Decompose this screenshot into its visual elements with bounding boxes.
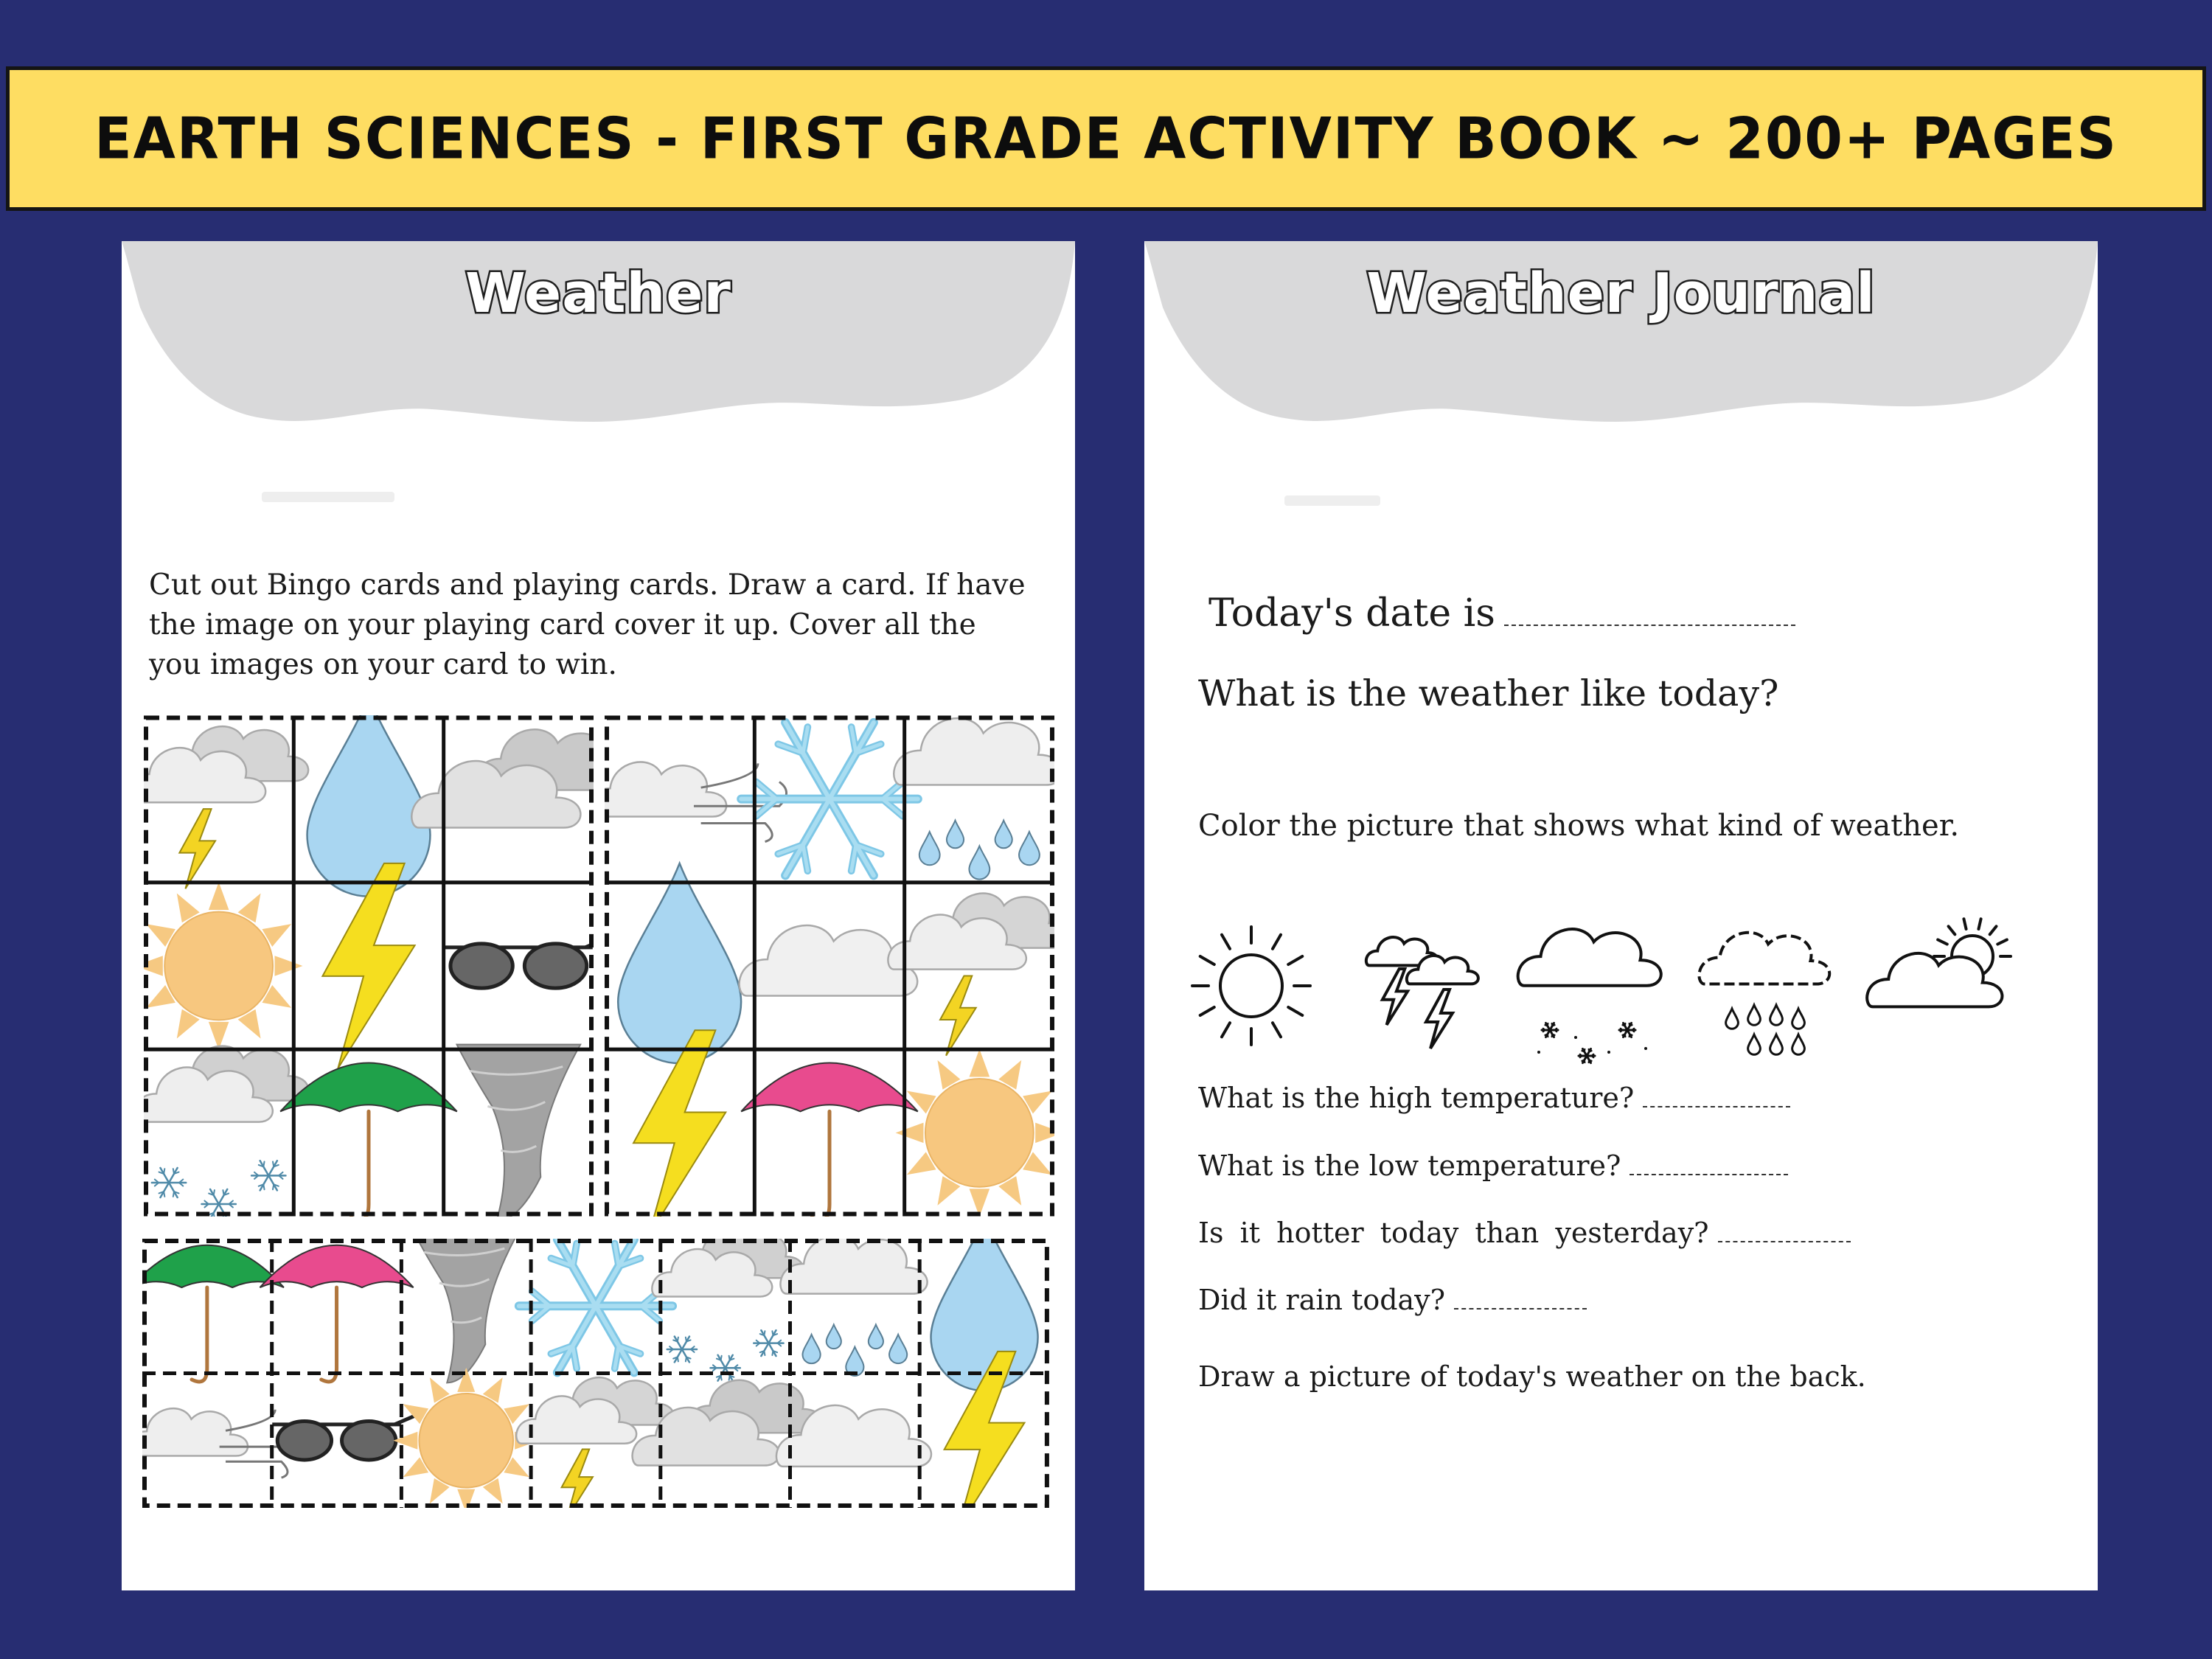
lightning-icon[interactable] [633, 1030, 726, 1217]
lightning-icon[interactable] [322, 863, 414, 1068]
playing-cards[interactable] [142, 1239, 1049, 1508]
tornado-icon[interactable] [456, 1045, 580, 1217]
raindrop-icon[interactable] [931, 1239, 1038, 1391]
rain-cloud-outline-icon[interactable] [1699, 933, 1829, 1055]
bingo-card-1[interactable] [144, 715, 594, 1217]
clouds-icon[interactable] [411, 729, 594, 827]
snow-cloud-outline-icon[interactable] [1518, 929, 1661, 1062]
storm-cloud-icon[interactable] [144, 726, 308, 888]
raindrop-icon[interactable] [307, 715, 431, 897]
sun-icon[interactable] [896, 1049, 1054, 1217]
date-prompt: Today's date is [1208, 591, 1495, 636]
page-title: Weather Journal [1366, 262, 1876, 325]
green-umbrella-icon[interactable] [280, 1063, 457, 1217]
bingo-card-2[interactable] [605, 715, 1054, 1217]
instructions-text: Cut out Bingo cards and playing cards. Draw a card. If have the image on your playing card cover it up. Cover all the you images on your card to win. [149, 568, 1026, 681]
question-text: What is the low temperature? [1198, 1150, 1621, 1182]
question-text: Is it hotter today than yesterday? [1198, 1217, 1709, 1249]
name-line-ghost [1284, 495, 1380, 506]
weather-journal-page [1144, 241, 2098, 1590]
question-text: Did it rain today? [1198, 1284, 1446, 1316]
sun-outline-icon[interactable] [1192, 927, 1310, 1045]
question-text: What is the high temperature? [1198, 1082, 1635, 1114]
banner-title: EARTH SCIENCES - FIRST GRADE ACTIVITY BOOK ~ 200+ PAGES [94, 105, 2118, 173]
name-line-ghost [262, 492, 394, 502]
pink-umbrella-icon[interactable] [741, 1063, 918, 1217]
answer-line[interactable] [1454, 1308, 1587, 1310]
weather-bingo-page [122, 241, 1075, 1590]
weather-choice-icons[interactable] [1189, 897, 2059, 1074]
answer-line[interactable] [1643, 1106, 1790, 1107]
green-umbrella-icon[interactable] [142, 1245, 284, 1382]
question-hotter [1198, 1217, 1851, 1249]
tornado-icon[interactable] [412, 1239, 520, 1382]
weather-question: What is the weather like today? [1198, 672, 1779, 714]
question-high-temp [1198, 1082, 1790, 1114]
sunglasses-icon[interactable] [272, 1415, 417, 1460]
rain-cloud-icon[interactable] [780, 1239, 927, 1376]
draw-instruction: Draw a picture of today's weather on the back. [1198, 1360, 1866, 1393]
question-rain [1198, 1284, 1587, 1316]
raindrop-icon[interactable] [618, 863, 741, 1063]
answer-line[interactable] [1630, 1174, 1788, 1175]
thunderstorm-outline-icon[interactable] [1366, 937, 1478, 1048]
page-title: Weather [465, 262, 731, 325]
sun-icon[interactable] [144, 882, 302, 1050]
color-instruction: Color the picture that shows what kind of weather. [1198, 809, 1960, 843]
snow-cloud-icon[interactable] [144, 1046, 308, 1217]
title-banner [6, 66, 2206, 211]
answer-line[interactable] [1718, 1241, 1851, 1242]
date-answer-line[interactable] [1504, 625, 1795, 626]
sunglasses-icon[interactable] [445, 936, 594, 988]
date-line [1208, 591, 1795, 636]
snowflake-icon[interactable] [741, 723, 918, 875]
partly-cloudy-outline-icon[interactable] [1867, 919, 2011, 1006]
pink-umbrella-icon[interactable] [260, 1245, 413, 1382]
snowflake-icon[interactable] [519, 1239, 672, 1372]
question-low-temp [1198, 1150, 1788, 1182]
